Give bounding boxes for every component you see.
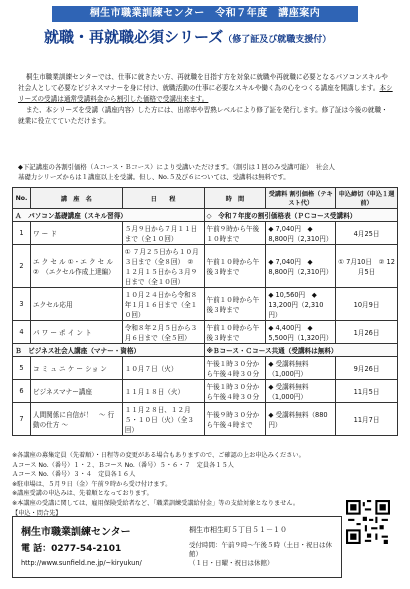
notes — [18, 162, 394, 182]
row-course: ワ ー ド — [30, 222, 122, 245]
section-a-note: ◇ 令和７年度の割引価格表（ＰＣコース受講料） — [204, 209, 398, 222]
contact-hours — [189, 541, 341, 568]
contact-hours-2: （１日・日曜・祝日は休館） — [189, 559, 274, 567]
intro-paragraph-1 — [18, 72, 394, 105]
header-bar: 桐生市職業訓練センター 令和７年度 講座案内 — [52, 6, 358, 22]
row-no: 3 — [13, 288, 31, 321]
row-time: 午後９時３０分から午後４時まで — [204, 403, 266, 436]
table-header-row — [13, 188, 398, 209]
schedule-table — [12, 187, 398, 436]
footnote-5: ※講座受講の申込みは、先着順となっております。 — [12, 490, 153, 498]
row-fee: ◆ 4,400円 ◆ 5,500円（1,320円） — [266, 321, 336, 344]
row-course: ビジネスマナー講座 — [30, 380, 122, 403]
header-time: 時 間 — [204, 188, 266, 209]
contact-hours-1: 受付時間：午前９時〜午後５時（土日・祝日は休館） — [189, 541, 332, 558]
row-no: 5 — [13, 357, 31, 380]
row-time: 午前９時から午後１０時まで — [204, 222, 266, 245]
row-dates: １０月２４日から令和８年１月１６日まで（全１０回） — [122, 288, 204, 321]
row-deadline: 4月25日 — [336, 222, 398, 245]
row-deadline: 1月26日 — [336, 321, 398, 344]
footnotes — [12, 451, 398, 518]
header-fee: 受講料 割引価格（テキスト代） — [266, 188, 336, 209]
row-course: 人間関係に自信が！ 〜 行動の仕方 〜 — [30, 403, 122, 436]
section-a-row — [13, 209, 398, 222]
row-fee: ◆ 10,560円 ◆ 13,200円（2,310円） — [266, 288, 336, 321]
footnote-6: ※本講座の受講に関しては、雇用保険受給者など、「職業訓練受講給付金」等の支給対象となりません。 — [12, 499, 300, 507]
table-row — [13, 222, 398, 245]
section-a-label: Ａ パソコン基礎講座（スキル習得） — [13, 209, 205, 222]
section-b-row — [13, 344, 398, 357]
row-fee: ◆ 7,040円 ◆ 8,800円（2,310円） — [266, 222, 336, 245]
row-course: エクセル応用 — [30, 288, 122, 321]
row-dates: ① ７月２５日から１０月３日まで（全８回） ② １２月１５日から３月９日まで（全１０回） — [122, 245, 204, 288]
row-fee: ◆ 受講料無料（1,000円） — [266, 357, 336, 380]
row-dates: １０月７日（火） — [122, 357, 204, 380]
footnote-1: ※各講座の募集定員（先着順）・日程等の変更がある場合もありますので、ご確認の上お申込みください。 — [12, 452, 305, 459]
row-deadline: ① 7月10日 ② 12月5日 — [336, 245, 398, 288]
row-no: 2 — [13, 245, 31, 288]
row-time: 午前１０時から午後３時まで — [204, 245, 266, 288]
row-no: 7 — [13, 403, 31, 436]
intro-p1a: 桐生市職業訓練センターでは、仕事に就きたい方、再就職を目指す方を対象に就職や再就職に必要となるパソコンスキルや社会人として必要なビジネスマナーを身に付け、就職活動の仕事に必要なスキルや働く為の心をつくる講座を開講します。 — [18, 73, 388, 92]
table-row — [13, 288, 398, 321]
row-course: エ ク セ ル ①・エ ク セ ル ② （エクセル作成上達編） — [30, 245, 122, 288]
row-time: 午前１０時から午後３時まで — [204, 321, 266, 344]
table-row — [13, 380, 398, 403]
row-deadline: 9月26日 — [336, 357, 398, 380]
section-b-note: ※Ｂコース・Ｃコース共通（受講料は無料） — [204, 344, 398, 357]
row-no: 6 — [13, 380, 31, 403]
row-deadline: 10月9日 — [336, 288, 398, 321]
footnote-3: Ａコース No.（番号）３・４ 定員各１６人 — [12, 471, 136, 479]
page-title — [44, 26, 384, 47]
header-course: 講 座 名 — [30, 188, 122, 209]
footnote-7: 【申込・問合先】 — [12, 509, 62, 517]
note-1: ◆下記講座の各割引価格（Ａコース・Ｂコース）により受講いただけます。（割引は１回のみ受講可能） 社会人 — [18, 163, 335, 171]
table-row — [13, 321, 398, 344]
row-fee: ◆ 7,040円 ◆ 8,800円（2,310円） — [266, 245, 336, 288]
qr-code-icon — [346, 500, 390, 544]
contact-url[interactable]: http://www.sunfield.ne.jp/~kiryukun/ — [21, 559, 142, 567]
row-dates: 令和８年２月５日から３月６日まで（全５回） — [122, 321, 204, 344]
row-deadline: 11月7日 — [336, 403, 398, 436]
header-no: No. — [13, 188, 31, 209]
table-row — [13, 357, 398, 380]
intro-text — [18, 72, 394, 127]
row-no: 1 — [13, 222, 31, 245]
table-row — [13, 245, 398, 288]
intro-p1b: 本シリーズの受講は通常受講料金から割引した価格で受講出来ます。 — [18, 84, 393, 103]
row-dates: ５月９日から７月１１日まで（全１０回） — [122, 222, 204, 245]
row-time: 午前１０時から午後３時まで — [204, 288, 266, 321]
row-time: 午後１時３０分から午後４時３０分 — [204, 380, 266, 403]
footnote-2: Ａコース No.（番号）１・２、Ｂコース No.（番号）５・６・７ 定員各１５人 — [12, 461, 234, 469]
contact-address: 桐生市相生町５丁目５１－１０ — [189, 526, 287, 534]
row-fee: ◆ 受講料無料（1,000円） — [266, 380, 336, 403]
contact-tel: 電 話：0277-54-2101 — [21, 544, 122, 554]
header-dates: 日 程 — [122, 188, 204, 209]
table-row — [13, 403, 398, 436]
note-2: 基礎力シリーズからは１講座以上を受講。但し、No.５及び６については、受講料は無料です。 — [18, 173, 290, 181]
row-fee: ◆ 受講料無料（880円） — [266, 403, 336, 436]
title-sub: （修了証及び就職支援付） — [223, 35, 332, 45]
row-dates: １１月２８日、１２月５・１０日（火）（全３回） — [122, 403, 204, 436]
row-no: 4 — [13, 321, 31, 344]
header-deadline: 申込締切（申込１週前） — [336, 188, 398, 209]
contact-name: 桐生市職業訓練センター — [21, 527, 131, 538]
row-course: パ ワ ー ポ イ ン ト — [30, 321, 122, 344]
contact-box — [12, 516, 342, 578]
row-deadline: 11月5日 — [336, 380, 398, 403]
title-main: 就職・再就職必須シリーズ — [44, 28, 224, 46]
section-b-label: Ｂ ビジネス社会人講座（マナー・資格） — [13, 344, 205, 357]
footnote-4: ※駐車場は、５月９日（金）午前９時から受け付けます。 — [12, 480, 172, 488]
intro-paragraph-2: また、本シリーズを受講（講座内容）した方には、出席率や習熟レベルにより修了証を発行します。修了証は今後の就職・就業に役立てていただけます。 — [18, 106, 388, 125]
row-dates: １１月１８日（火） — [122, 380, 204, 403]
row-time: 午後１時３０分から午後４時３０分 — [204, 357, 266, 380]
row-course: コ ミ ュ ニ ケ ー ショ ン — [30, 357, 122, 380]
